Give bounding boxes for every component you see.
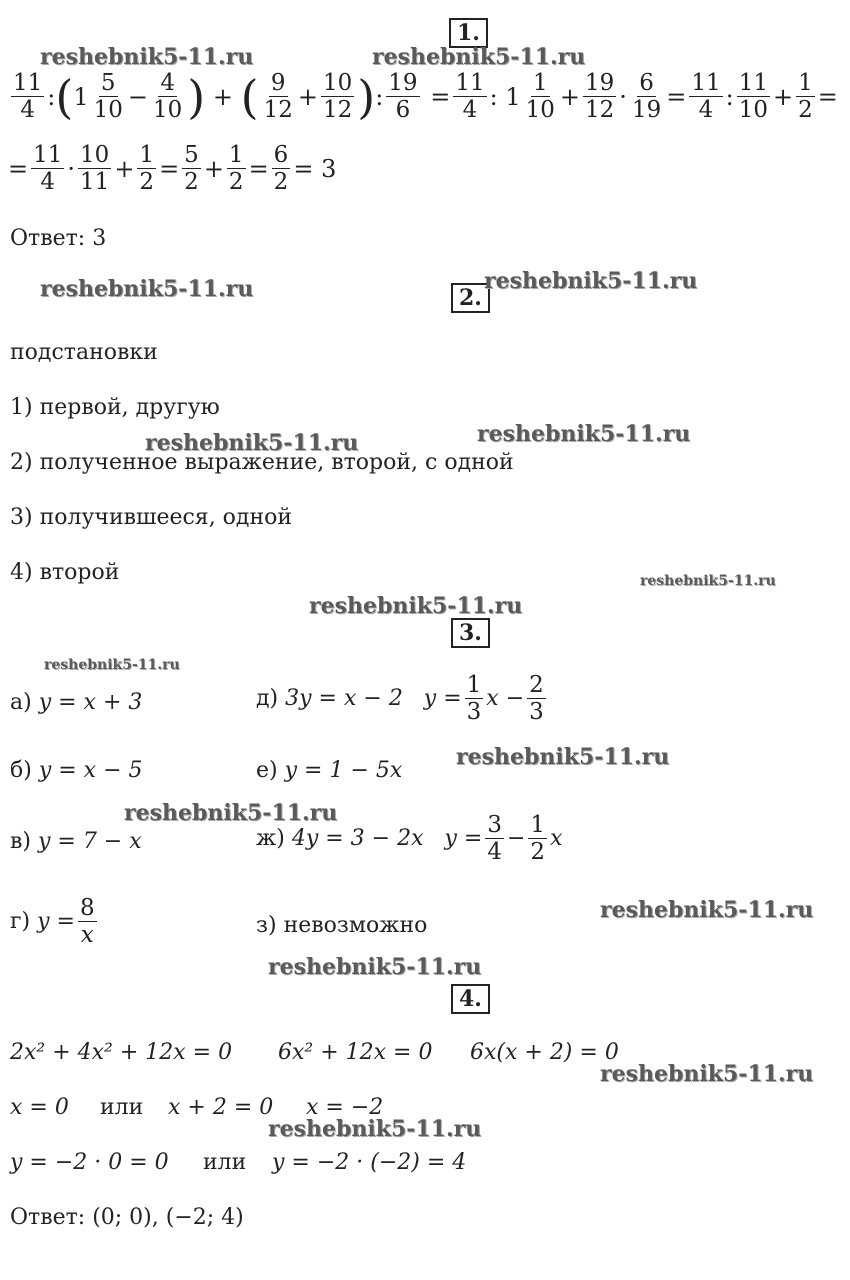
item-expression: 3y = x − 2 [285,685,403,711]
item-expression: y = [37,908,75,934]
item-label: в) [10,829,31,854]
task3-number: 3. [451,618,490,648]
fraction-denominator: 2 [273,169,289,195]
operator: = [817,82,838,111]
operator: = [159,154,180,183]
fraction-denominator: 12 [263,97,293,123]
item-label: е) [256,758,278,783]
fraction-denominator: 19 [631,97,662,123]
fraction-numerator: 2 [529,672,544,698]
item-expression: y = 7 − x [37,829,142,854]
fraction-denominator: 2 [798,97,813,123]
fraction-numerator: 11 [33,142,63,168]
fraction-numerator: 3 [487,812,502,838]
fraction-numerator: 6 [639,70,654,96]
fraction-denominator: 2 [184,169,199,195]
fraction-numerator: 10 [80,142,110,168]
fraction-denominator: 12 [322,97,353,123]
task4-conjunction: или [100,1095,144,1120]
watermark: reshebnik5-11.ru [40,44,254,70]
operator: + [203,154,224,183]
fraction-numerator: 1 [466,672,482,698]
fraction-numerator: 5 [184,142,199,168]
watermark: reshebnik5-11.ru [372,44,586,70]
result-value: 3 [321,154,337,183]
watermark: reshebnik5-11.ru [477,421,691,447]
item-label: а) [10,690,32,715]
item-expression: x [550,825,563,851]
fraction-denominator: 4 [698,97,714,123]
item-label: д) [256,685,279,711]
operator: : [725,82,734,111]
fraction-denominator: 10 [153,97,183,123]
task3-item-b [10,758,143,784]
item-expression: y = 1 − 5x [284,758,403,783]
paren-close: ) [187,69,206,124]
task4-equation: 6x(x + 2) = 0 [470,1040,619,1065]
fraction-denominator: 11 [80,169,110,195]
task3-item-a [10,690,142,716]
task3-item-g [10,895,100,948]
item-expression: невозможно [283,913,428,938]
task4-conjunction: или [203,1150,247,1175]
task4-equation: 2x² + 4x² + 12x = 0 [10,1040,233,1065]
fraction-denominator: 3 [529,699,544,725]
fraction-numerator: 11 [738,70,768,96]
operator: + [772,82,794,111]
operator: : [489,82,498,111]
task1-answer: Ответ: 3 [10,226,107,251]
watermark: reshebnik5-11.ru [268,954,482,980]
task2-item: 4) второй [10,560,120,585]
fraction-numerator: 1 [139,142,155,168]
task1-line1 [8,70,838,123]
fraction-numerator: 11 [455,70,485,96]
task4-answer: Ответ: (0; 0), (−2; 4) [10,1205,244,1230]
fraction-numerator: 10 [322,70,353,96]
task2-item: 1) первой, другую [10,395,220,420]
task2-item: 3) получившееся, одной [10,505,293,530]
watermark: reshebnik5-11.ru [456,744,670,770]
fraction-denominator: 2 [530,839,546,865]
item-expression: 4y = 3 − 2x [291,825,424,851]
fraction-denominator: 6 [395,97,411,123]
fraction-denominator: 4 [20,97,35,123]
task4-equation: 6x² + 12x = 0 [278,1040,433,1065]
operator: = [8,154,29,183]
fraction-numerator: 5 [100,70,116,96]
fraction-numerator: 11 [13,70,43,96]
paren-close: ) [357,69,376,124]
fraction-numerator: 1 [798,70,813,96]
fraction-denominator: 4 [40,169,56,195]
operator: = [666,82,687,111]
fraction-denominator: 2 [228,169,244,195]
item-label: ж) [256,825,285,851]
operator: + [212,82,233,111]
fraction-denominator: 12 [585,97,615,123]
task4-value: y = −2 · 0 = 0 [10,1150,169,1175]
task2-item: 2) полученное выражение, второй, с одной [10,450,514,475]
operator: · [619,82,627,111]
fraction-denominator: 10 [525,97,555,123]
task2-number: 2. [451,283,490,313]
task1-line2 [8,142,336,195]
fraction-denominator: 10 [738,97,768,123]
watermark: reshebnik5-11.ru [40,276,254,302]
operator: = [248,154,269,183]
operator: = [293,154,314,183]
item-label: г) [10,908,31,934]
whole-part: 1 [73,82,89,111]
fraction-numerator: 1 [228,142,244,168]
fraction-numerator: 19 [585,70,615,96]
item-expression: y = x − 5 [38,758,143,783]
task3-item-z [256,913,427,939]
paren-open: ( [55,69,74,124]
paren-open: ( [240,69,259,124]
fraction-denominator: 4 [462,97,478,123]
item-label: з) [256,913,277,938]
task4-number: 4. [451,984,490,1014]
operator: = [430,82,451,111]
item-expression: y = x + 3 [38,690,143,715]
operator: + [114,154,135,183]
task4-root: x = −2 [306,1095,384,1120]
operator: + [559,82,581,111]
watermark: reshebnik5-11.ru [640,573,776,589]
operator: · [67,154,76,183]
fraction-numerator: 1 [530,812,546,838]
fraction-denominator: 4 [487,839,502,865]
task4-root: x + 2 = 0 [168,1095,274,1120]
watermark: reshebnik5-11.ru [124,800,338,826]
operator: + [297,82,318,111]
task3-item-v [10,829,142,855]
fraction-denominator: 2 [139,169,155,195]
fraction-numerator: 19 [388,70,418,96]
watermark: reshebnik5-11.ru [268,1116,482,1142]
fraction-denominator: 3 [466,699,482,725]
operator: − [506,825,526,851]
item-expression: y = [444,825,483,851]
task3-item-d [256,672,549,725]
watermark: reshebnik5-11.ru [600,1061,814,1087]
fraction-numerator: 11 [691,70,721,96]
fraction-numerator: 8 [79,895,95,921]
watermark: reshebnik5-11.ru [600,897,814,923]
fraction-numerator: 9 [270,70,286,96]
watermark: reshebnik5-11.ru [484,268,698,294]
operator: : [375,82,384,111]
fraction-numerator: 4 [160,70,175,96]
item-expression: y = [423,685,462,711]
operator: : [47,82,56,111]
fraction-denominator: 10 [93,97,123,123]
watermark: reshebnik5-11.ru [145,430,359,456]
task1-number: 1. [449,18,488,48]
item-label: б) [10,758,32,783]
fraction-numerator: 6 [273,142,289,168]
fraction-numerator: 1 [532,70,548,96]
item-expression: x − [486,685,525,711]
watermark: reshebnik5-11.ru [309,593,523,619]
task3-item-e [256,758,402,784]
task2-intro: подстановки [10,340,158,365]
watermark: reshebnik5-11.ru [44,657,180,673]
task4-root: x = 0 [10,1095,69,1120]
whole-part: 1 [505,82,521,111]
operator: − [127,82,148,111]
fraction-denominator: x [80,922,94,948]
task4-value: y = −2 · (−2) = 4 [272,1150,467,1175]
